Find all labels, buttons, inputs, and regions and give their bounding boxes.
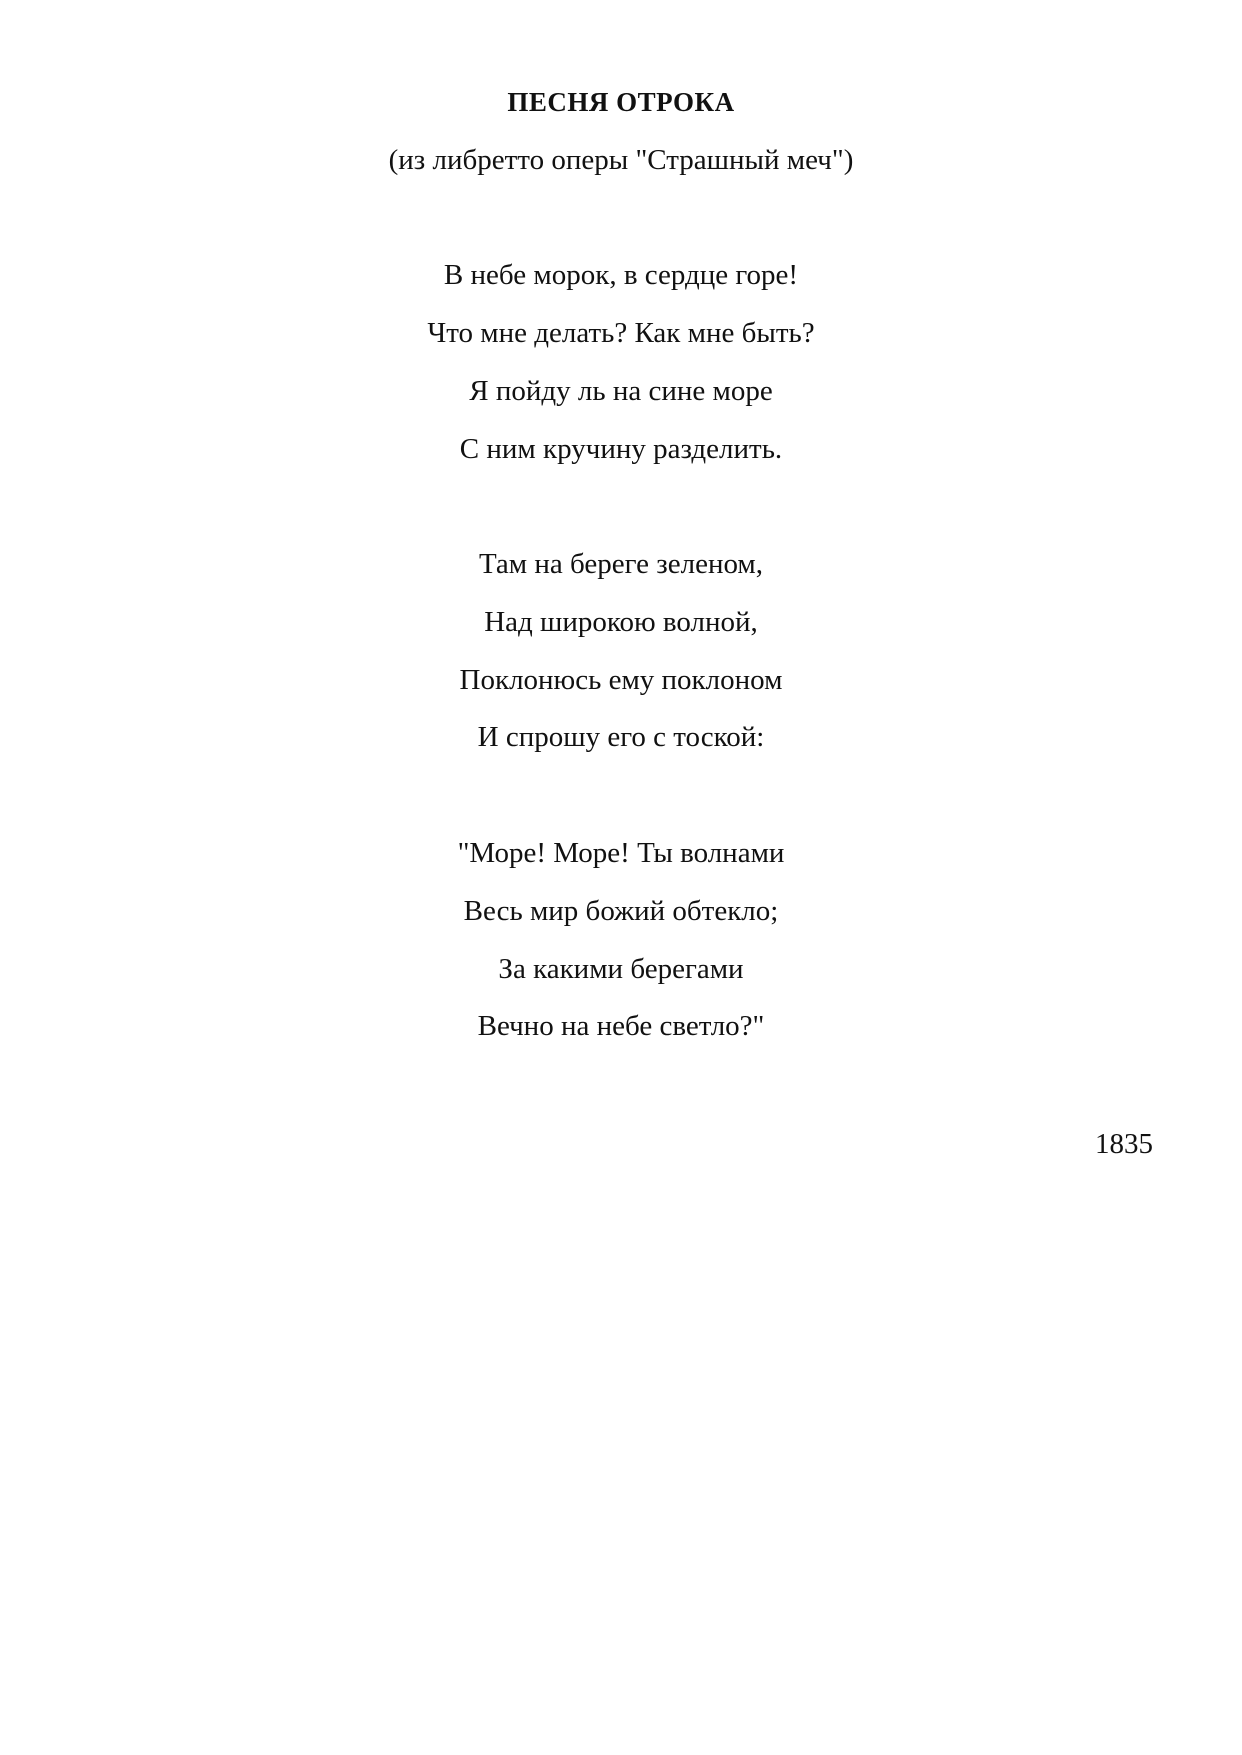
poem-line: Я пойду ль на сине море xyxy=(469,375,773,407)
poem-line: Там на береге зеленом, xyxy=(478,548,764,580)
poem-line: Поклонюсь ему поклоном xyxy=(459,664,783,696)
poem-line: Что мне делать? Как мне быть? xyxy=(427,317,815,349)
poem-title: ПЕСНЯ ОТРОКА xyxy=(507,87,735,117)
poem-line: В небе морок, в сердце горе! xyxy=(443,259,799,291)
poem-line: И спрошу его с тоской: xyxy=(477,721,765,753)
poem-line: За какими берегами xyxy=(498,953,744,985)
poem-line: С ним кручину разделить. xyxy=(459,433,783,465)
poem-line: "Море! Море! Ты волнами xyxy=(457,837,785,869)
poem-line: Весь мир божий обтекло; xyxy=(463,895,779,927)
poem-line: Вечно на небе светло?" xyxy=(477,1010,765,1042)
poem-subtitle: (из либретто оперы "Страшный меч") xyxy=(388,144,854,176)
poem-year: 1835 xyxy=(1095,1128,1153,1160)
poem-line: Над широкою волной, xyxy=(484,606,758,638)
